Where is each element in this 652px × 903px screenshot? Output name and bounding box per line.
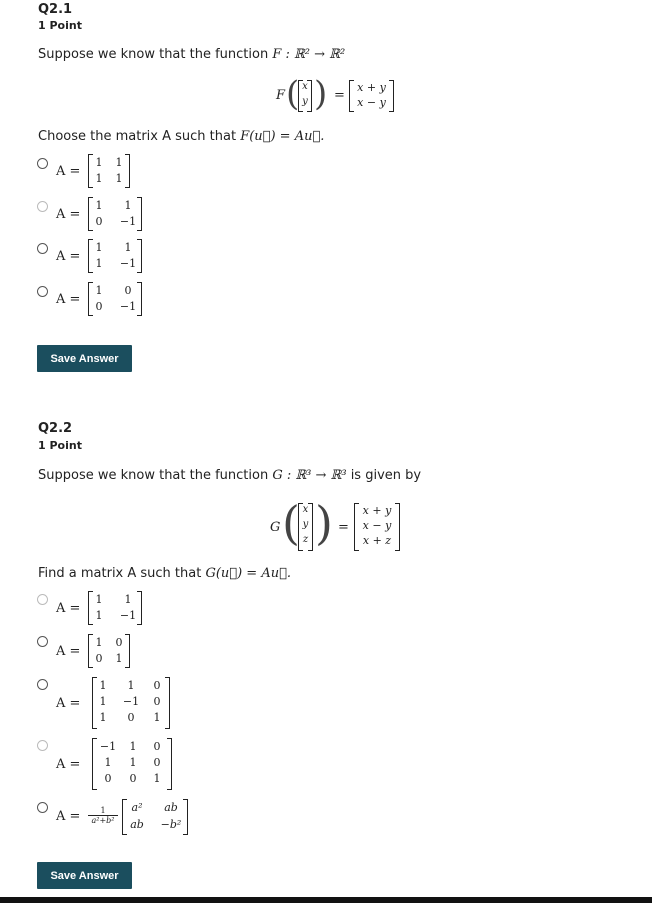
option-matrix: 1 1 1 1: [88, 154, 130, 188]
question-points: 1 Point: [38, 439, 82, 452]
option-matrix: 1 0 0 1: [88, 634, 130, 668]
option-label: A =: [56, 809, 81, 824]
option-radio-3[interactable]: [37, 679, 48, 690]
save-answer-button[interactable]: Save Answer: [37, 345, 132, 372]
option-label: A =: [56, 249, 81, 264]
right-paren: ): [315, 496, 333, 550]
question-title: Q2.2: [38, 421, 73, 436]
option-radio-3[interactable]: [37, 243, 48, 254]
option-radio-1[interactable]: [37, 594, 48, 605]
prefactor-fraction: 1 a²+b²: [88, 806, 118, 825]
input-vector: x y z: [298, 503, 313, 551]
question-points: 1 Point: [38, 19, 82, 32]
left-paren: (: [286, 74, 300, 114]
function-name: G: [270, 520, 281, 535]
bottom-bar: [0, 897, 652, 903]
option-matrix: 1 1 1 −1: [88, 239, 142, 273]
question-title: Q2.1: [38, 2, 73, 17]
option-matrix: a² ab ab −b²: [122, 799, 188, 835]
option-matrix: −1 1 0 1 1 0 0 0 1: [92, 738, 172, 790]
left-paren: (: [282, 496, 300, 550]
input-vector: x y: [298, 80, 312, 112]
option-matrix: 1 1 1 −1: [88, 591, 142, 625]
prompt-text: Suppose we know that the function: [38, 47, 273, 62]
option-radio-4[interactable]: [37, 286, 48, 297]
output-vector: x + y x − y: [349, 80, 394, 112]
equals-sign: =: [338, 520, 349, 535]
question-prompt: Suppose we know that the function G : ℝ³ → ℝ³ is given by: [38, 468, 422, 483]
option-label: A =: [56, 292, 81, 307]
option-matrix: 1 0 0 −1: [88, 282, 142, 316]
right-paren: ): [314, 74, 328, 114]
option-matrix: 1 1 0 1 −1 0 1 0 1: [92, 677, 170, 729]
output-vector: x + y x − y x + z: [354, 503, 400, 551]
question-instruction: Find a matrix A such that G(u⃗) = Au⃗.: [38, 566, 292, 581]
function-name: F: [276, 88, 286, 103]
equals-sign: =: [334, 88, 345, 103]
prompt-math: F : ℝ² → ℝ²: [272, 47, 346, 62]
option-radio-4[interactable]: [37, 740, 48, 751]
option-radio-5[interactable]: [37, 802, 48, 813]
option-label: A =: [56, 207, 81, 222]
question-instruction: Choose the matrix A such that F(u⃗) = Au⃗.: [38, 129, 325, 144]
function-definition: [276, 76, 396, 120]
option-radio-2[interactable]: [37, 636, 48, 647]
option-label: A =: [56, 644, 81, 659]
option-label: A =: [56, 757, 81, 772]
option-radio-2[interactable]: [37, 201, 48, 212]
save-answer-button[interactable]: Save Answer: [37, 862, 132, 889]
option-radio-1[interactable]: [37, 158, 48, 169]
option-label: A =: [56, 164, 81, 179]
option-label: A =: [56, 601, 81, 616]
question-prompt: [38, 47, 345, 62]
function-definition: [270, 496, 404, 556]
option-matrix: 1 1 0 −1: [88, 197, 142, 231]
option-label: A =: [56, 696, 81, 711]
